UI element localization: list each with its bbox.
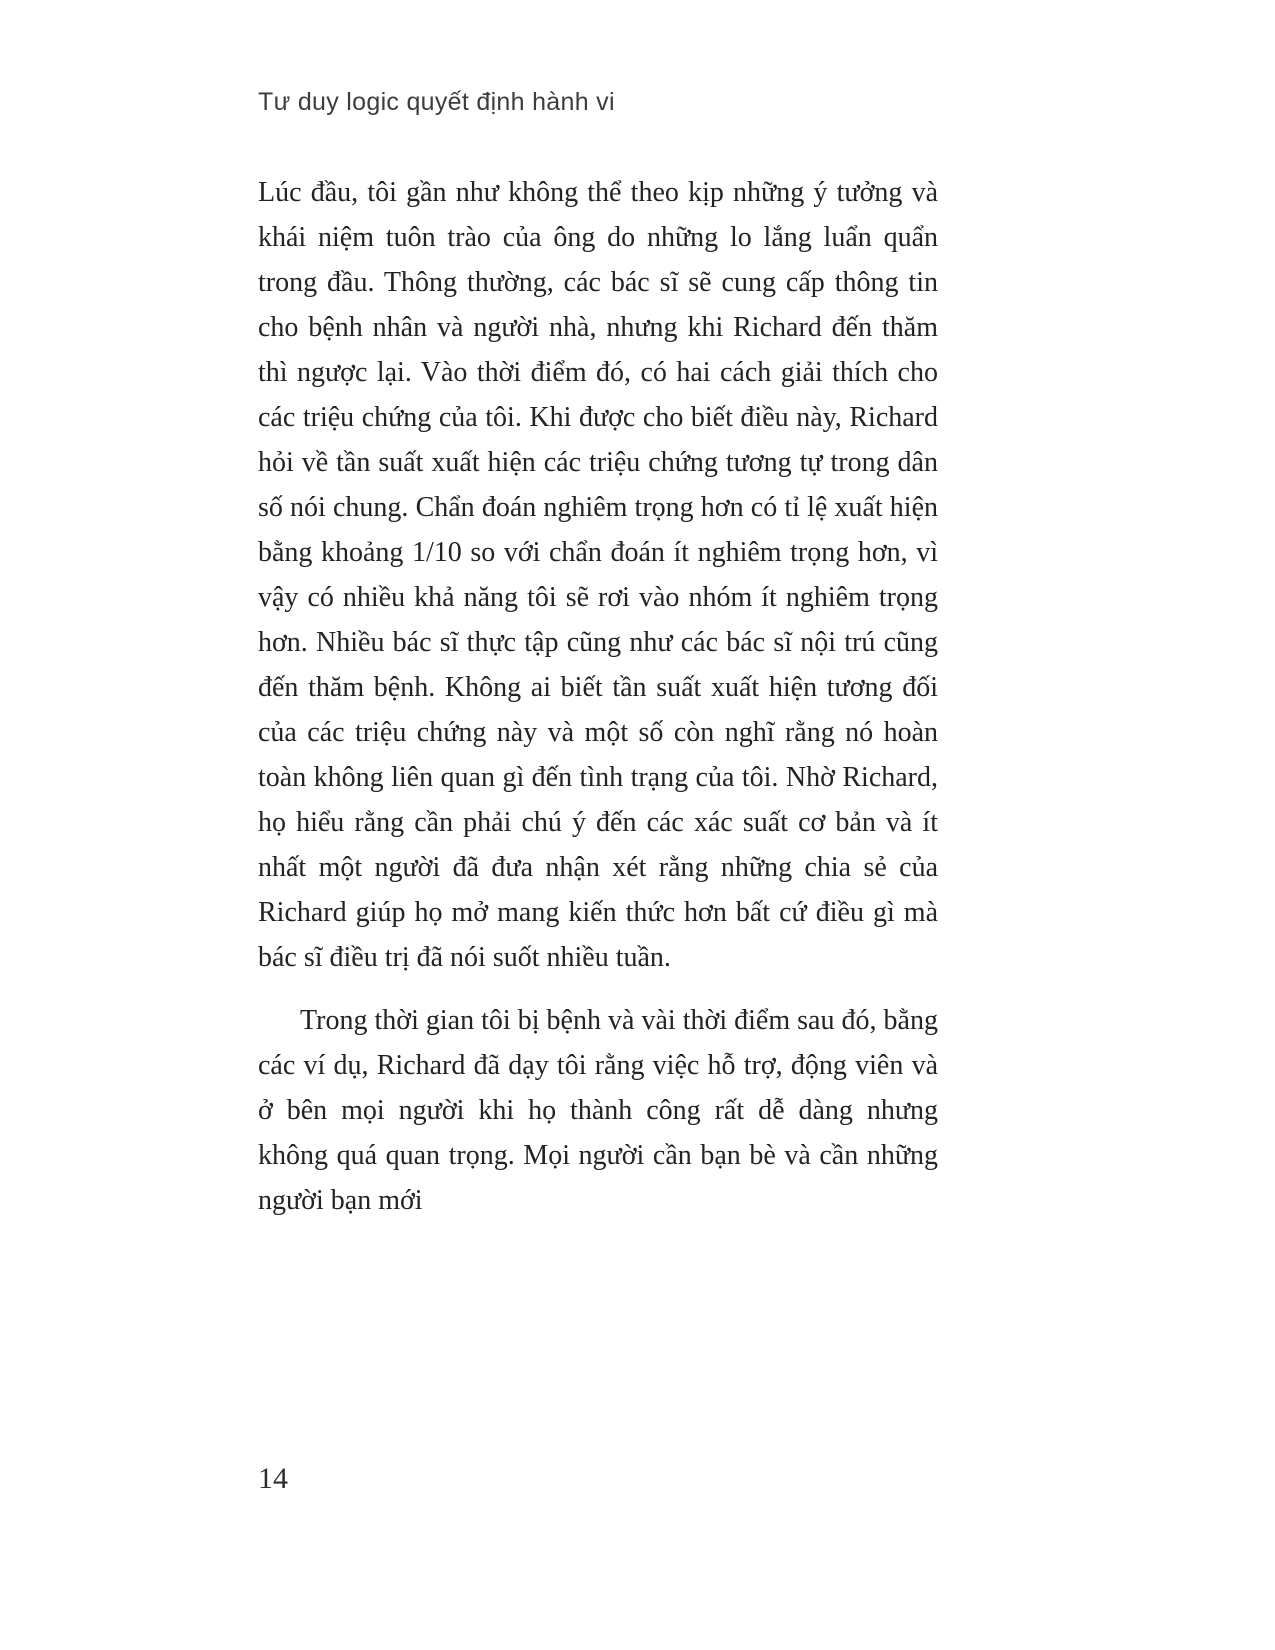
paragraph-2: Trong thời gian tôi bị bệnh và vài thời điểm sau đó, bằng các ví dụ, Richard đã dạy tôi rằng việc hỗ trợ, động viên và ở bên mọi người khi họ thành công rất dễ dàng nhưng không quá quan trọng. Mọi người cần bạn bè và cần những người bạn mới xyxy=(258,1005,938,1216)
running-header: Tư duy logic quyết định hành vi xyxy=(258,88,615,116)
page-body xyxy=(258,170,938,1223)
paragraph-1: Lúc đầu, tôi gần như không thể theo kịp những ý tưởng và khái niệm tuôn trào của ông do những lo lắng luẩn quẩn trong đầu. Thông thường, các bác sĩ sẽ cung cấp thông tin cho bệnh nhân và người nhà, nhưng khi Richard đến thăm thì ngược lại. Vào thời điểm đó, có hai cách giải thích cho các triệu chứng của tôi. Khi được cho biết điều này, Richard hỏi về tần suất xuất hiện các triệu chứng tương tự trong dân số nói chung. Chẩn đoán nghiêm trọng hơn có tỉ lệ xuất hiện bằng khoảng 1/10 so với chẩn đoán ít nghiêm trọng hơn, vì vậy có nhiều khả năng tôi sẽ rơi vào nhóm ít nghiêm trọng hơn. Nhiều bác sĩ thực tập cũng như các bác sĩ nội trú cũng đến thăm bệnh. Không ai biết tần suất xuất hiện tương đối của các triệu chứng này và một số còn nghĩ rằng nó hoàn toàn không liên quan gì đến tình trạng của tôi. Nhờ Richard, họ hiểu rằng cần phải chú ý đến các xác suất cơ bản và ít nhất một người đã đưa nhận xét rằng những chia sẻ của Richard giúp họ mở mang kiến thức hơn bất cứ điều gì mà bác sĩ điều trị đã nói suốt nhiều tuần. xyxy=(258,177,938,973)
page-number: 14 xyxy=(258,1462,288,1495)
